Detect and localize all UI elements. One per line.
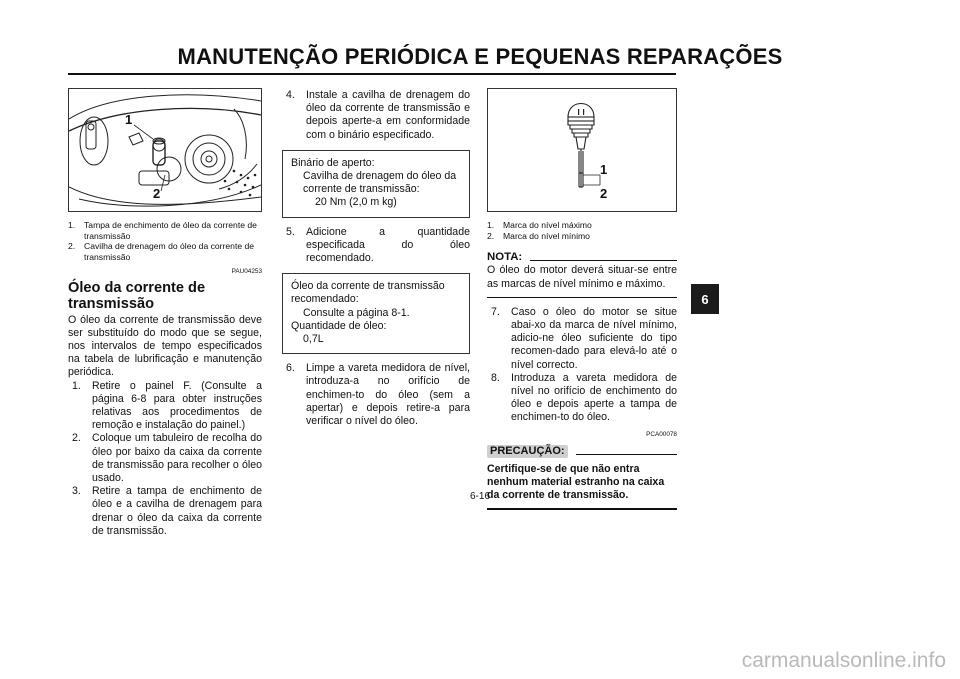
page-title: MANUTENÇÃO PERIÓDICA E PEQUENAS REPARAÇÕES: [177, 44, 783, 69]
chapter-tab: 6: [691, 284, 719, 314]
note-text: O óleo do motor deverá situar-se entre as marcas de nível mínimo e máximo.: [487, 264, 677, 290]
caption-item: 2. Cavilha de drenagem do óleo da corrente de transmissão: [68, 241, 255, 262]
column-1: [68, 88, 262, 538]
callout-2: 2: [153, 186, 161, 201]
oil-spec-box: Óleo da corrente de transmissão recomendado: Consulte a página 8-1. Quantidade de óleo: 0,7L: [282, 273, 470, 354]
step-item: 6. Limpe a vareta medidora de nível, introduza-a no orifício de enchimen-to do óleo (sem a apertar) e depois retire-a para verificar o nível do óleo.: [286, 362, 470, 428]
figure-captions: [487, 220, 677, 241]
caution-text: Certifique-se de que não entra nenhum material estranho na caixa da corrente de transmissão.: [487, 463, 665, 502]
torque-spec-box: Binário de aperto: Cavilha de drenagem do óleo da corrente de transmissão: 20 Nm (2,0 m kg): [282, 150, 470, 218]
callout-1: 1: [600, 162, 608, 177]
step-item: 1. Retire o painel F. (Consulte a página 6-8 para obter instruções relativas aos procedimentos de remoção e instalação do painel.): [72, 379, 262, 432]
note-header: [487, 251, 677, 264]
step-item: 2. Coloque um tabuleiro de recolha do óleo por baixo da caixa da corrente de transmissão para recolher o óleo usado.: [72, 432, 262, 485]
chain-case-illustration: [69, 89, 261, 211]
callout-1: 1: [125, 112, 133, 127]
caption-item: 1. Tampa de enchimento de óleo da corrente de transmissão: [68, 220, 257, 241]
watermark: carmanualsonline.info: [741, 649, 946, 672]
figure-captions: [68, 220, 262, 262]
caution-label: PRECAUÇÃO:: [487, 445, 568, 458]
reference-code: PAU04253: [231, 268, 262, 276]
section-heading: Óleo da corrente de transmissão: [68, 279, 206, 312]
reference-code: PCA00078: [646, 430, 677, 438]
caption-item: 2. Marca do nível mínimo: [487, 230, 590, 241]
note-header-rule: [530, 260, 677, 261]
step-item: 4. Instale a cavilha de drenagem do óleo da corrente de transmissão e depois aperte-a em conformidade com o binário especificado.: [286, 89, 470, 141]
step-item: 8. Introduza a vareta medidora de nível no orifício de enchimento do óleo e depois aperte a tampa de enchimen-to do óleo.: [491, 371, 677, 424]
dipstick-figure: [487, 88, 677, 212]
caution-header: [487, 445, 677, 458]
chain-case-figure: [68, 88, 262, 212]
page-number: 6-16: [469, 491, 490, 502]
intro-paragraph: O óleo da corrente de transmissão deve ser substituído do modo que se segue, nos intervalos de tempo especificados na tabela de lubrificação e manutenção periódica.: [68, 313, 262, 379]
caution-header-rule: [576, 454, 677, 455]
title-rule: [68, 73, 676, 75]
column-2: [282, 89, 470, 428]
dipstick-illustration: [488, 89, 676, 211]
callout-2: 2: [600, 186, 608, 201]
step-item: 3. Retire a tampa de enchimento de óleo e a cavilha de drenagem para drenar o óleo da caixa da corrente de transmissão.: [72, 485, 262, 537]
step-item: 5. Adicione a quantidade especificada do óleo recomendado.: [286, 225, 470, 265]
column-3: [487, 88, 677, 510]
caption-item: 1. Marca do nível máximo: [487, 220, 592, 230]
step-item: 7. Caso o óleo do motor se situe abai-xo da marca de nível mínimo, adicio-ne óleo suficiente do tipo recomen-dado para elevá-lo até o nível correcto.: [491, 305, 677, 371]
caution-bottom-rule: [487, 508, 677, 510]
note-label: NOTA:: [487, 251, 523, 264]
